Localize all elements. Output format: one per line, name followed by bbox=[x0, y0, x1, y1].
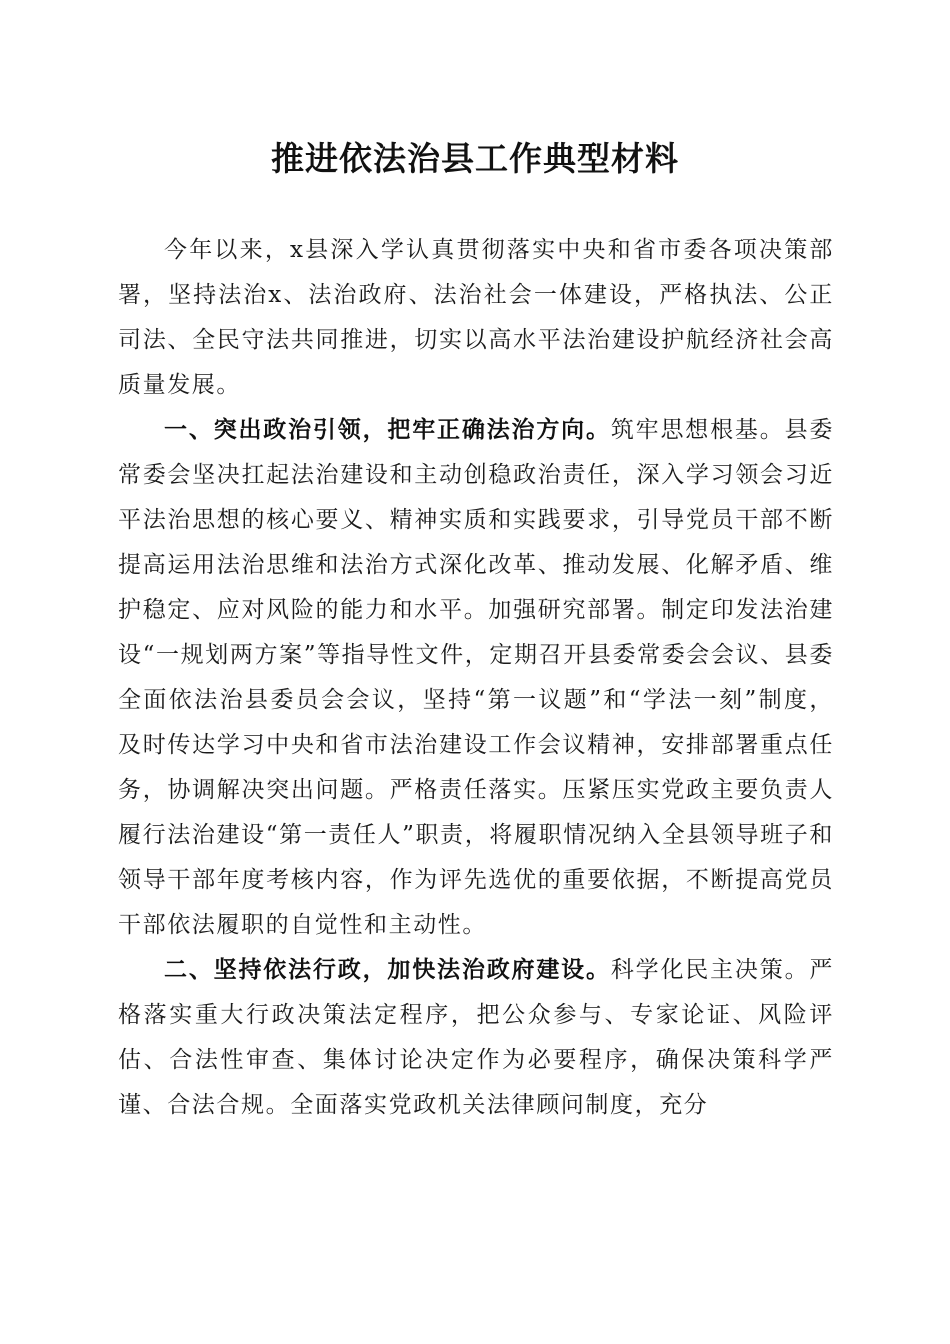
paragraph-intro bbox=[118, 228, 834, 408]
section-two-text: 科学化民主决策。严格落实重大行政决策法定程序，把公众参与、专家论证、风险评估、合法性审查、集体讨论决定作为必要程序，确保决策科学严谨、合法合规。全面落实党政机关法律顾问制度，充分 bbox=[118, 957, 834, 1118]
paragraph-intro-text: 今年以来，x县深入学认真贯彻落实中央和省市委各项决策部署，坚持法治x、法治政府、法治社会一体建设，严格执法、公正司法、全民守法共同推进，切实以高水平法治建设护航经济社会高质量发展。 bbox=[118, 237, 834, 398]
section-one-heading: 一、突出政治引领，把牢正确法治方向。 bbox=[164, 417, 611, 443]
paragraph-section-two bbox=[118, 948, 834, 1128]
paragraph-section-one bbox=[118, 408, 834, 948]
document-body bbox=[118, 228, 834, 1128]
document-title: 推进依法治县工作典型材料 bbox=[271, 139, 679, 178]
section-one-text: 筑牢思想根基。县委常委会坚决扛起法治建设和主动创稳政治责任，深入学习领会习近平法治思想的核心要义、精神实质和实践要求，引导党员干部不断提高运用法治思维和法治方式深化改革、推动发展、化解矛盾、维护稳定、应对风险的能力和水平。加强研究部署。制定印发法治建设“一规划两方案”等指导性文件，定期召开县委常委会会议、县委全面依法治县委员会会议，坚持“第一议题”和“学法一刻”制度，及时传达学习中央和省市法治建设工作会议精神，安排部署重点任务，协调解决突出问题。严格责任落实。压紧压实党政主要负责人履行法治建设“第一责任人”职责，将履职情况纳入全县领导班子和领导干部年度考核内容，作为评先选优的重要依据，不断提高党员干部依法履职的自觉性和主动性。 bbox=[118, 417, 834, 938]
section-two-heading: 二、坚持依法行政，加快法治政府建设。 bbox=[164, 957, 611, 983]
